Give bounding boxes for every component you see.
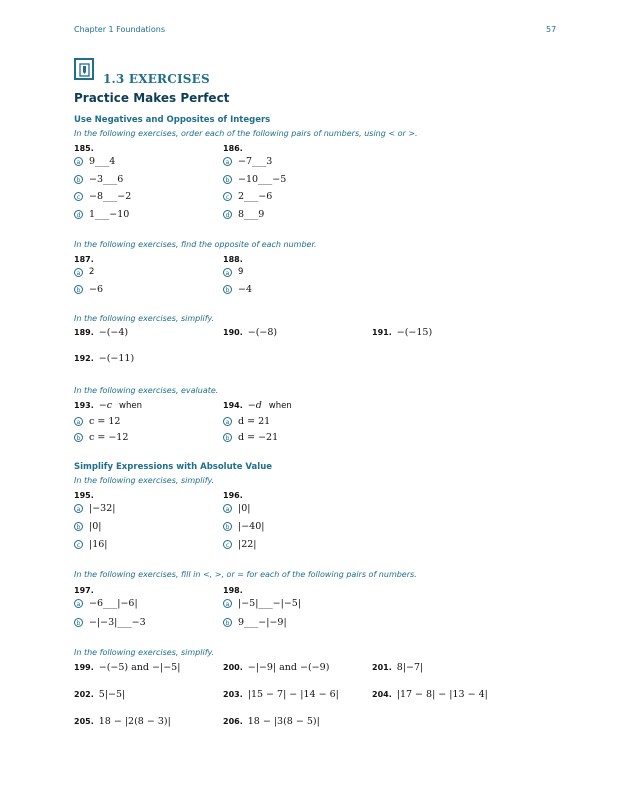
choice-a-icon: a: [223, 268, 232, 277]
exercise-186-number: 186.: [223, 144, 243, 153]
exercise-203: 203. |15 − 7| − |14 − 6|: [223, 689, 339, 700]
instruction-fill-in: In the following exercises, fill in <, >, or = for each of the following pairs of numbers.: [74, 570, 417, 579]
chapter-header: Chapter 1 Foundations: [74, 25, 165, 34]
exercise-199: 199. −(−5) and −|−5|: [74, 662, 181, 673]
choice-b-icon: b: [223, 175, 232, 184]
choice-c-icon: c: [74, 540, 83, 549]
exercise-185-c: c −8___−2: [74, 191, 131, 202]
choice-a-icon: a: [74, 504, 83, 513]
instruction-opposite: In the following exercises, find the opposite of each number.: [74, 240, 317, 249]
choice-d-icon: d: [223, 210, 232, 219]
exercise-192: 192. −(−11): [74, 353, 135, 364]
choice-b-icon: b: [223, 433, 232, 442]
exercise-194-a: a d = 21: [223, 416, 270, 427]
exercise-188-b: b −4: [223, 284, 252, 295]
exercise-194-b: b d = −21: [223, 432, 278, 443]
exercise-185-b: b −3___6: [74, 174, 123, 185]
exercise-195-b: b |0|: [74, 521, 101, 532]
exercise-195-c: c |16|: [74, 539, 108, 550]
choice-a-icon: a: [223, 504, 232, 513]
exercise-194: 194. −d when: [223, 400, 292, 411]
instruction-simplify-2: In the following exercises, simplify.: [74, 476, 215, 485]
exercise-197-b: b −|−3|___−3: [74, 617, 146, 628]
choice-a-icon: a: [223, 599, 232, 608]
exercise-196-b: b |−40|: [223, 521, 264, 532]
exercise-201: 201. 8|−7|: [372, 662, 424, 673]
exercise-187-b: b −6: [74, 284, 103, 295]
exercise-185-number: 185.: [74, 144, 94, 153]
choice-a-icon: a: [223, 417, 232, 426]
choice-b-icon: b: [74, 433, 83, 442]
exercise-191: 191. −(−15): [372, 327, 433, 338]
exercise-197-a: a −6___|−6|: [74, 598, 138, 609]
exercise-206: 206. 18 − |3(8 − 5)|: [223, 716, 320, 727]
choice-b-icon: b: [74, 175, 83, 184]
choice-b-icon: b: [74, 285, 83, 294]
exercise-196-c: c |22|: [223, 539, 257, 550]
page-number: 57: [546, 25, 557, 34]
exercise-205: 205. 18 − |2(8 − 3)|: [74, 716, 171, 727]
topic-heading-negatives: Use Negatives and Opposites of Integers: [74, 115, 271, 125]
exercise-189: 189. −(−4): [74, 327, 129, 338]
exercise-187-a: a 2: [74, 267, 94, 277]
exercise-195-a: a |−32|: [74, 503, 115, 514]
exercise-188-a: a 9: [223, 267, 243, 277]
choice-b-icon: b: [223, 618, 232, 627]
choice-b-icon: b: [223, 285, 232, 294]
choice-c-icon: c: [223, 540, 232, 549]
section-subtitle: Practice Makes Perfect: [74, 91, 230, 105]
exercise-200: 200. −|−9| and −(−9): [223, 662, 330, 673]
instruction-order: In the following exercises, order each of the following pairs of numbers, using < or >.: [74, 129, 418, 138]
exercise-196-number: 196.: [223, 491, 243, 500]
instruction-evaluate: In the following exercises, evaluate.: [74, 386, 219, 395]
exercise-198-a: a |−5|___−|−5|: [223, 598, 301, 609]
exercise-185-d: d 1___−10: [74, 209, 129, 220]
choice-a-icon: a: [74, 599, 83, 608]
pencil-notebook-icon: [79, 63, 91, 77]
choice-a-icon: a: [74, 268, 83, 277]
exercise-186-c: c 2___−6: [223, 191, 272, 202]
topic-heading-absolute-value: Simplify Expressions with Absolute Value: [74, 462, 273, 472]
choice-c-icon: c: [74, 192, 83, 201]
exercise-187-number: 187.: [74, 255, 94, 264]
exercise-197-number: 197.: [74, 586, 94, 595]
instruction-simplify-3: In the following exercises, simplify.: [74, 648, 215, 657]
choice-a-icon: a: [74, 417, 83, 426]
exercise-193-a: a c = 12: [74, 416, 120, 427]
choice-a-icon: a: [74, 157, 83, 166]
exercise-195-number: 195.: [74, 491, 94, 500]
exercise-198-b: b 9___−|−9|: [223, 617, 287, 628]
section-title: 1.3 EXERCISES: [103, 72, 210, 86]
exercise-186-d: d 8___9: [223, 209, 264, 220]
exercise-193: 193. −c when: [74, 400, 142, 411]
exercise-193-b: b c = −12: [74, 432, 128, 443]
exercise-198-number: 198.: [223, 586, 243, 595]
choice-a-icon: a: [223, 157, 232, 166]
choice-d-icon: d: [74, 210, 83, 219]
exercises-badge: [74, 58, 94, 80]
choice-b-icon: b: [223, 522, 232, 531]
exercise-196-a: a |0|: [223, 503, 250, 514]
choice-b-icon: b: [74, 522, 83, 531]
exercise-202: 202. 5|−5|: [74, 689, 126, 700]
choice-c-icon: c: [223, 192, 232, 201]
exercise-186-a: a −7___3: [223, 156, 272, 167]
instruction-simplify-1: In the following exercises, simplify.: [74, 314, 215, 323]
exercise-188-number: 188.: [223, 255, 243, 264]
choice-b-icon: b: [74, 618, 83, 627]
exercise-190: 190. −(−8): [223, 327, 278, 338]
exercise-204: 204. |17 − 8| − |13 − 4|: [372, 689, 488, 700]
exercise-185-a: a 9___4: [74, 156, 115, 167]
exercise-186-b: b −10___−5: [223, 174, 286, 185]
